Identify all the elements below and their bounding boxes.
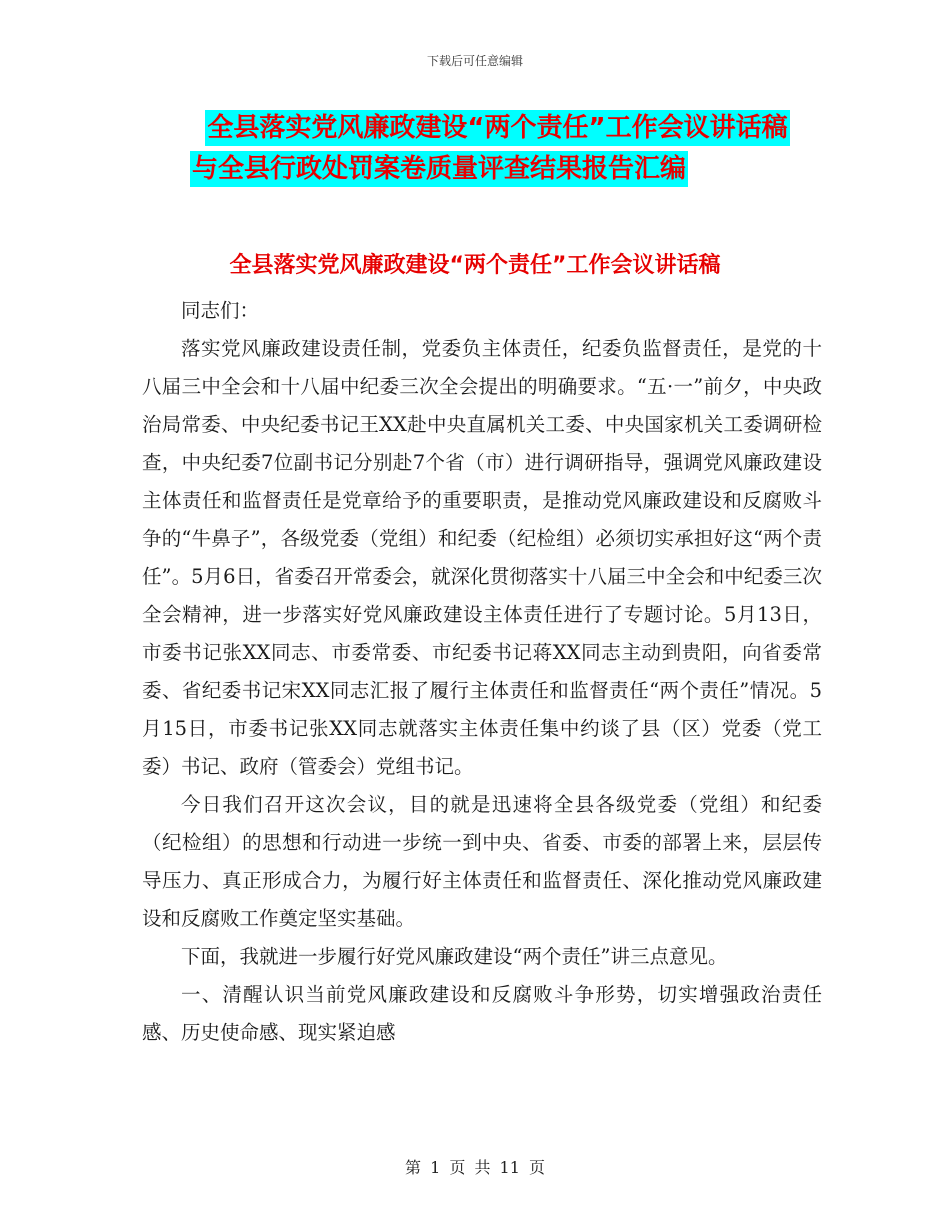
section-title: 全县落实党风廉政建设“两个责任”工作会议讲话稿: [229, 253, 721, 278]
paragraph: 下面，我就进一步履行好党风廉政建设“两个责任”讲三点意见。: [181, 945, 728, 968]
paragraph-greeting: 同志们：: [181, 299, 260, 322]
paragraph-heading: 一、清醒认识当前党风廉政建设和反腐败斗争形势，切实增强政治责任感、历史使命感、现实紧迫感: [142, 983, 822, 1044]
paragraph: 落实党风廉政建设责任制，党委负主体责任，纪委负监督责任，是党的十八届三中全会和十八届中纪委三次全会提出的明确要求。“五·一”前夕，中央政治局常委、中央纪委书记王XX赴中央直属机关工委、中央国家机关工委调研检查，中央纪委7位副书记分别赴7个省（市）进行调研指导，强调党风廉政建设主体责任和监督责任是党章给予的重要职责，是推动党风廉政建设和反腐败斗争的“牛鼻子”，各级党委（党组）和纪委（纪检组）必须切实承担好这“两个责任”。5月6日，省委召开常委会，就深化贯彻落实十八届三中全会和中纪委三次全会精神，进一步落实好党风廉政建设主体责任进行了专题讨论。5月13日，市委书记张XX同志、市委常委、市纪委书记蒋XX同志主动到贵阳，向省委常委、省纪委书记宋XX同志汇报了履行主体责任和监督责任“两个责任”情况。5月15日，市委书记张XX同志就落实主体责任集中约谈了县（区）党委（党工委）书记、政府（管委会）党组书记。: [142, 337, 822, 778]
paragraph: 今日我们召开这次会议，目的就是迅速将全县各级党委（党组）和纪委（纪检组）的思想和行动进一步统一到中央、省委、市委的部署上来，层层传导压力、真正形成合力，为履行好主体责任和监督责任、深化推动党风廉政建设和反腐败工作奠定坚实基础。: [142, 793, 822, 930]
document-title: [0, 110, 950, 187]
document-body: [142, 292, 822, 1052]
page-footer: 第 1 页 共 11 页: [405, 1158, 545, 1177]
title-line-2: 与全县行政处罚案卷质量评查结果报告汇编: [190, 151, 688, 187]
title-line-1: 全县落实党风廉政建设“两个责任”工作会议讲话稿: [205, 110, 789, 146]
header-note: 下载后可任意编辑: [426, 54, 523, 68]
